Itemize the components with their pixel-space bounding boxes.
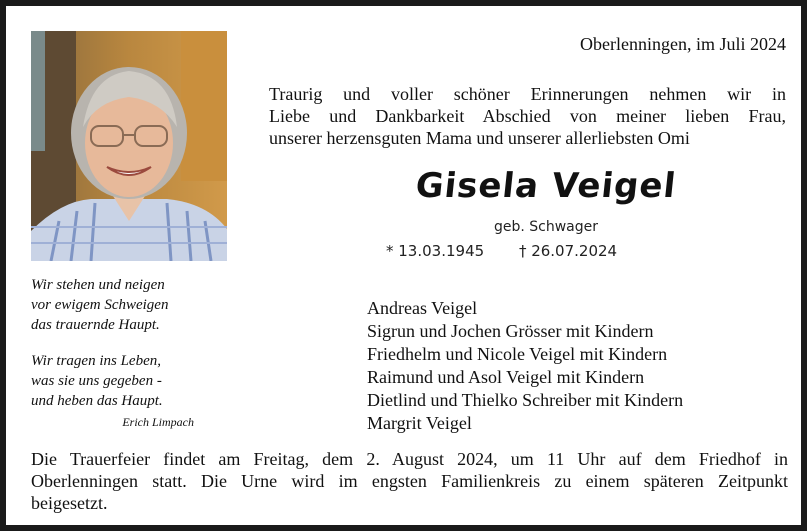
- poem-line: Wir stehen und neigen: [31, 277, 165, 293]
- mourner: Raimund und Asol Veigel mit Kindern: [367, 367, 645, 387]
- poem-line: und heben das Haupt.: [31, 393, 163, 409]
- death-date: † 26.07.2024: [518, 242, 618, 260]
- poem-stanza-2: [31, 351, 231, 411]
- mourner: Andreas Veigel: [367, 298, 478, 318]
- mourner: Friedhelm und Nicole Veigel mit Kindern: [367, 344, 668, 364]
- poem-author: Erich Limpach: [122, 415, 194, 429]
- birth-name: geb. Schwager: [493, 219, 599, 235]
- intro-text: [269, 83, 786, 149]
- funeral-announcement: [31, 448, 788, 514]
- poem-line: was sie uns gegeben -: [31, 373, 162, 389]
- intro-line: Traurig und voller schöner Erinnerungen nehmen wir in: [269, 84, 786, 104]
- intro-line: Liebe und Dankbarkeit Abschied von meiner lieben Frau,: [269, 106, 786, 126]
- poem-line: das trauernde Haupt.: [31, 317, 160, 333]
- poem-line: Wir tragen ins Leben,: [31, 353, 161, 369]
- mourner: Dietlind und Thielko Schreiber mit Kindern: [367, 390, 684, 410]
- life-dates: [386, 242, 686, 260]
- mourner: Margrit Veigel: [367, 413, 472, 433]
- deceased-name: Gisela Veigel: [413, 166, 679, 206]
- birth-date: * 13.03.1945: [386, 242, 485, 260]
- poem-stanza-1: [31, 275, 231, 335]
- dateline: Oberlenningen, im Juli 2024: [580, 34, 786, 54]
- mourners-list: [367, 297, 787, 435]
- portrait-photo: [31, 31, 227, 261]
- closing-line: Die Trauerfeier findet am Freitag, dem 2. August 2024, um 11 Uhr auf dem Friedhof in: [31, 449, 788, 469]
- mourner: Sigrun und Jochen Grösser mit Kindern: [367, 321, 654, 341]
- intro-line: unserer herzensguten Mama und unserer allerliebsten Omi: [269, 128, 690, 148]
- poem-line: vor ewigem Schweigen: [31, 297, 169, 313]
- closing-line: beigesetzt.: [31, 493, 108, 513]
- closing-line: Oberlenningen statt. Die Urne wird im engsten Familienkreis zu einem späteren Zeitpunkt: [31, 471, 788, 491]
